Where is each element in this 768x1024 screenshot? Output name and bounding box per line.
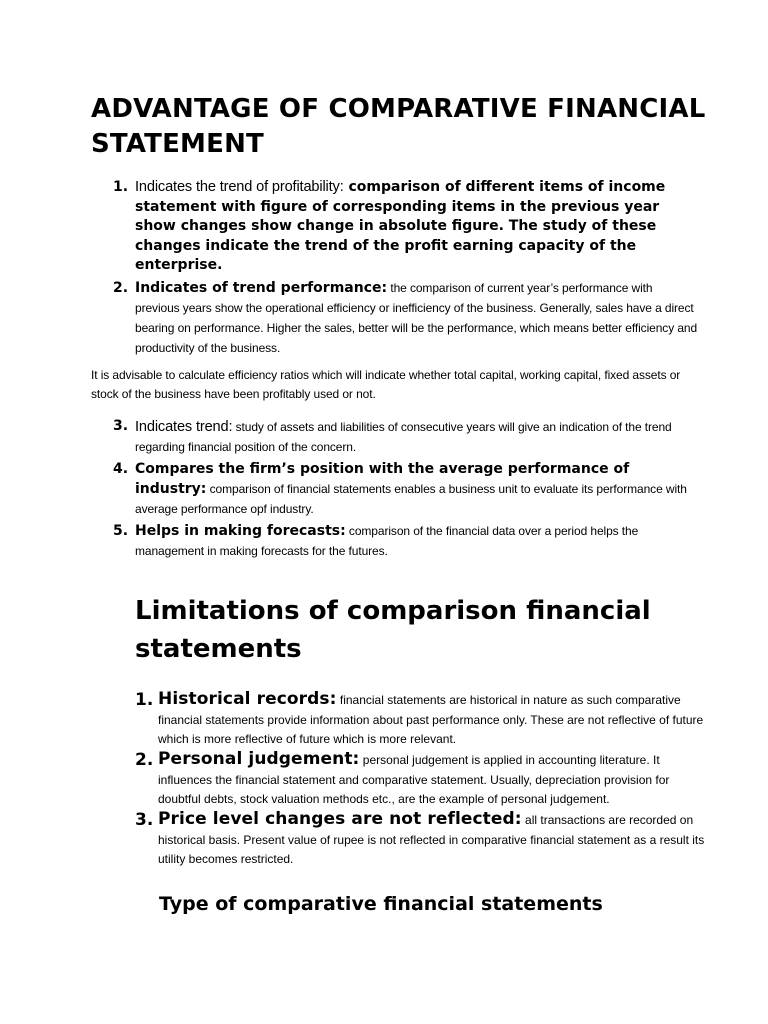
list-number: 4. xyxy=(113,461,129,477)
advantage-description: comparison of the financial data over a period helps the management in making forecasts for the futures. xyxy=(135,524,639,558)
limitation-text xyxy=(158,750,706,810)
advantage-text xyxy=(135,521,700,561)
advantage-text xyxy=(135,417,700,457)
limitation-description: personal judgement is applied in accounting literature. It influences the financial statement and comparative statement. Usually, depreciation provision for doubtful debts, stock valuation methods etc., are the example of personal judgement. xyxy=(158,753,670,807)
advantage-heading: Helps in making forecasts: xyxy=(135,523,346,539)
advantage-description: study of assets and liabilities of consecutive years will give an indication of the trend regarding financial position of the concern. xyxy=(135,420,672,454)
limitations-heading: Limitations of comparison financial statements xyxy=(135,596,651,664)
limitation-text xyxy=(158,810,706,870)
list-number: 3. xyxy=(113,418,129,434)
list-number: 5. xyxy=(113,523,129,539)
types-heading: Type of comparative financial statements xyxy=(159,893,603,915)
advantage-heading: Indicates the trend of profitability: xyxy=(135,179,344,195)
advantage-description: the comparison of current year’s performance with previous years show the operational efficiency or inefficiency of the business. Generally, sales have a direct bearing on performance. Higher the sales, better will be the performance, which means better efficiency and productivity of the business. xyxy=(135,281,698,355)
advantage-text xyxy=(135,459,700,519)
advantage-description: comparison of financial statements enables a business unit to evaluate its performance with average performance opf industry. xyxy=(135,482,687,516)
list-number: 1. xyxy=(113,179,129,195)
advantage-text xyxy=(135,278,700,358)
limitation-heading: Price level changes are not reflected: xyxy=(158,809,522,829)
advantage-heading: Indicates of trend performance: xyxy=(135,280,388,296)
limitation-text xyxy=(158,690,706,750)
advantage-heading: Indicates trend: xyxy=(135,419,233,435)
note-paragraph: It is advisable to calculate efficiency ratios which will indicate whether total capital, working capital, fixed assets or stock of the business have been profitably used or not. xyxy=(91,368,681,401)
advantage-text xyxy=(135,178,700,276)
advantage-description: comparison of different items of income statement with figure of corresponding items in the previous year show changes show change in absolute figure. The study of these changes indicate the trend of the profit earning capacity of the enterprise. xyxy=(135,179,666,274)
list-number: 2. xyxy=(113,280,129,296)
list-number: 2. xyxy=(135,750,154,770)
limitation-heading: Historical records: xyxy=(158,689,337,709)
limitation-heading: Personal judgement: xyxy=(158,749,360,769)
limitation-description: financial statements are historical in nature as such comparative financial statements provide information about past performance only. These are not reflective of future which is more reflective of future which is more relevant. xyxy=(158,693,704,747)
advantage-heading: Compares the firm’s position with the average performance of industry: xyxy=(135,461,630,497)
list-number: 3. xyxy=(135,810,154,830)
limitation-description: all transactions are recorded on historical basis. Present value of rupee is not reflected in comparative financial statement as a result its utility becomes restricted. xyxy=(158,813,705,867)
page-title: ADVANTAGE OF COMPARATIVE FINANCIAL STATEMENT xyxy=(91,94,706,159)
list-number: 1. xyxy=(135,690,154,710)
